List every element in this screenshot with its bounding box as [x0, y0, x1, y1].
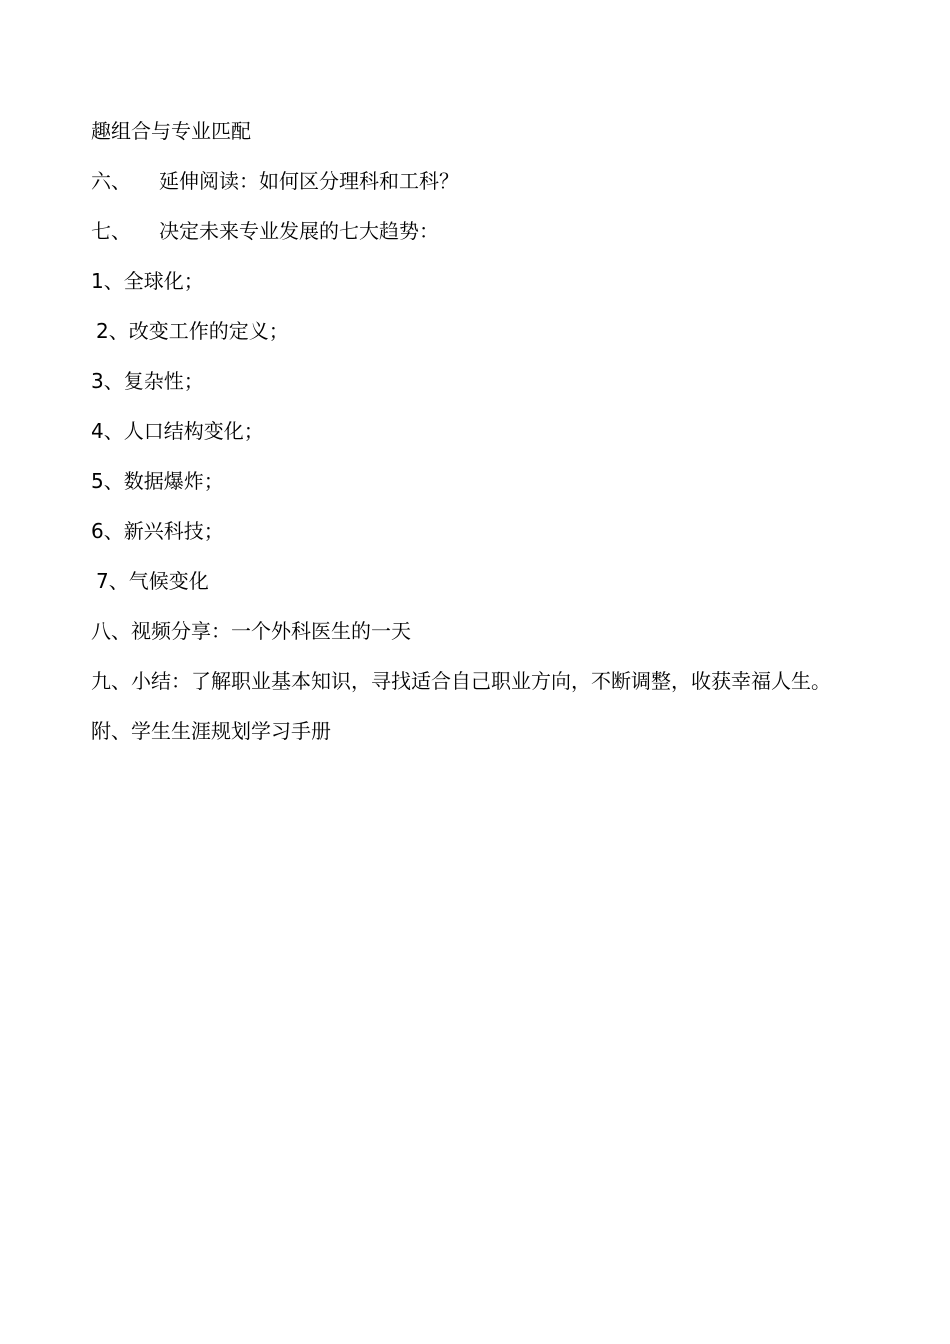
section-title: 附、学生生涯规划学习手册 [91, 719, 331, 743]
section-appendix [91, 706, 871, 756]
list-item [91, 306, 871, 356]
list-item-text: 2、改变工作的定义； [96, 319, 289, 343]
section-marker: 七、 [91, 219, 131, 243]
section-title: 八、视频分享：一个外科医生的一天 [91, 619, 411, 643]
section-marker: 六、 [91, 169, 131, 193]
list-item [91, 556, 871, 606]
section-seven [91, 206, 871, 256]
section-title: 九、小结：了解职业基本知识，寻找适合自己职业方向，不断调整，收获幸福人生。 [91, 669, 831, 693]
list-item-text: 7、气候变化 [96, 569, 209, 593]
list-item-text: 1、全球化； [91, 269, 204, 293]
list-item [91, 506, 871, 556]
document-body [91, 106, 871, 756]
list-item-text: 6、新兴科技； [91, 519, 224, 543]
list-item [91, 406, 871, 456]
list-item [91, 456, 871, 506]
section-title: 决定未来专业发展的七大趋势： [159, 219, 439, 243]
line-text: 趣组合与专业匹配 [91, 119, 251, 143]
list-item-text: 3、复杂性； [91, 369, 204, 393]
section-nine [91, 656, 871, 706]
section-title: 延伸阅读：如何区分理科和工科？ [159, 169, 459, 193]
section-eight [91, 606, 871, 656]
section-six [91, 156, 871, 206]
text-line-continuation [91, 106, 871, 156]
list-item [91, 356, 871, 406]
list-item-text: 4、人口结构变化； [91, 419, 264, 443]
list-item [91, 256, 871, 306]
list-item-text: 5、数据爆炸； [91, 469, 224, 493]
